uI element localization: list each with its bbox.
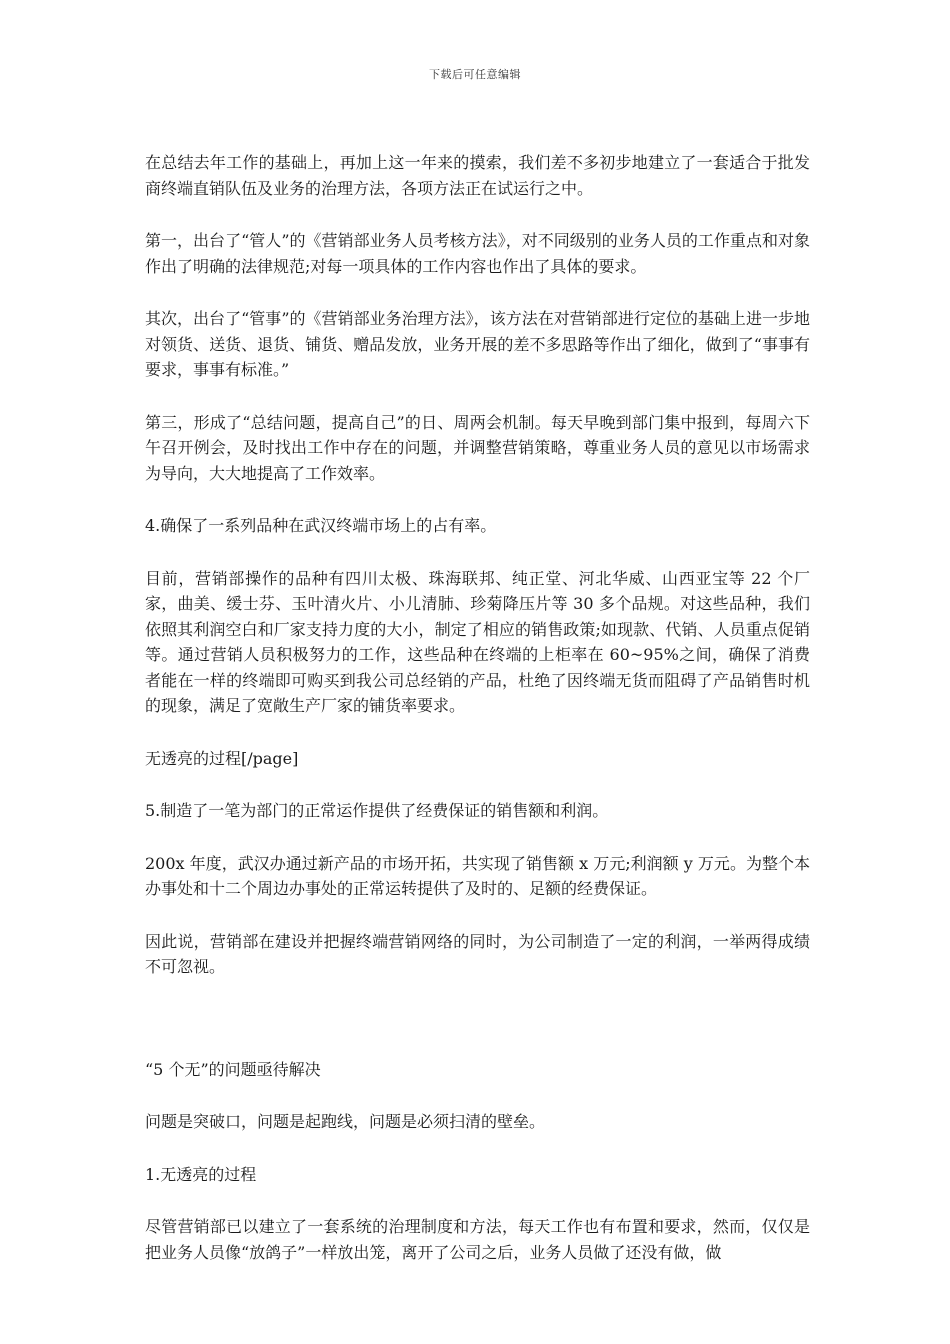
paragraph: 尽管营销部已以建立了一套系统的治理制度和方法，每天工作也有布置和要求，然而，仅仅是把业务人员像“放鸽子”一样放出笼，离开了公司之后，业务人员做了还没有做，做 xyxy=(145,1217,810,1262)
paragraph-spacer xyxy=(145,902,810,929)
section-heading: 5.制造了一笔为部门的正常运作提供了经费保证的销售额和利润。 xyxy=(145,801,609,820)
paragraph: 200x 年度，武汉办通过新产品的市场开拓，共实现了销售额 x 万元;利润额 y 万元。为整个本办事处和十二个周边办事处的正常运转提供了及时的、足额的经费保证。 xyxy=(145,853,810,898)
paragraph-spacer xyxy=(145,824,810,851)
paragraph-spacer xyxy=(145,1187,810,1214)
paragraph: 目前，营销部操作的品种有四川太极、珠海联邦、纯正堂、河北华威、山西亚宝等 22 个厂家，曲美、缓士芬、玉叶清火片、小儿清肺、珍菊降压片等 30 多个品规。对这些品种，我们依照其利润空白和厂家支持力度的大小，制定了相应的销售政策;如现款、代销、人员重点促销等。通过营销人员积极努力的工作，这些品种在终端的上柜率在 60~95%之间，确保了消费者能在一样的终端即可购买到我公司总经销的产品，杜绝了因终端无货而阻碍了产品销售时机的现象，满足了宽敞生产厂家的铺货率要求。 xyxy=(145,568,810,715)
paragraph: 其次，出台了“管事”的《营销部业务治理方法》，该方法在对营销部进行定位的基础上进一步地对领货、送货、退货、铺货、赠品发放，业务开展的差不多思路等作出了细化，做到了“事事有要求，事事有标准。” xyxy=(145,309,810,379)
section-heading: 4.确保了一系列品种在武汉终端市场上的占有率。 xyxy=(145,516,497,535)
section-heading: “5 个无”的问题亟待解决 xyxy=(145,1059,321,1079)
paragraph-spacer xyxy=(145,279,810,306)
paragraph-spacer xyxy=(145,771,810,798)
section-spacer xyxy=(145,980,810,1057)
paragraph: 问题是突破口，问题是起跑线，问题是必须扫清的壁垒。 xyxy=(145,1112,546,1131)
paragraph-spacer xyxy=(145,539,810,566)
page-header: 下载后可任意编辑 xyxy=(429,68,521,81)
paragraph-spacer xyxy=(145,1082,810,1109)
paragraph: 因此说，营销部在建设并把握终端营销网络的同时，为公司制造了一定的利润，一举两得成绩不可忽视。 xyxy=(145,931,810,976)
paragraph-spacer xyxy=(145,486,810,513)
section-heading: 1.无透亮的过程 xyxy=(145,1164,257,1184)
paragraph: 第一，出台了“管人”的《营销部业务人员考核方法》，对不同级别的业务人员的工作重点和对象作出了明确的法律规范;对每一项具体的工作内容也作出了具体的要求。 xyxy=(145,231,810,276)
paragraph-spacer xyxy=(145,1135,810,1162)
paragraph-spacer xyxy=(145,719,810,746)
paragraph-spacer xyxy=(145,201,810,228)
paragraph-spacer xyxy=(145,383,810,410)
document-body xyxy=(145,150,810,1265)
paragraph: 第三，形成了“总结问题，提高自己”的日、周两会机制。每天早晚到部门集中报到，每周六下午召开例会，及时找出工作中存在的问题，并调整营销策略，尊重业务人员的意见以市场需求为导向，大大地提高了工作效率。 xyxy=(145,412,810,483)
paragraph: 无透亮的过程[/page] xyxy=(145,748,299,768)
paragraph: 在总结去年工作的基础上，再加上这一年来的摸索，我们差不多初步地建立了一套适合于批发商终端直销队伍及业务的治理方法，各项方法正在试运行之中。 xyxy=(145,153,810,198)
